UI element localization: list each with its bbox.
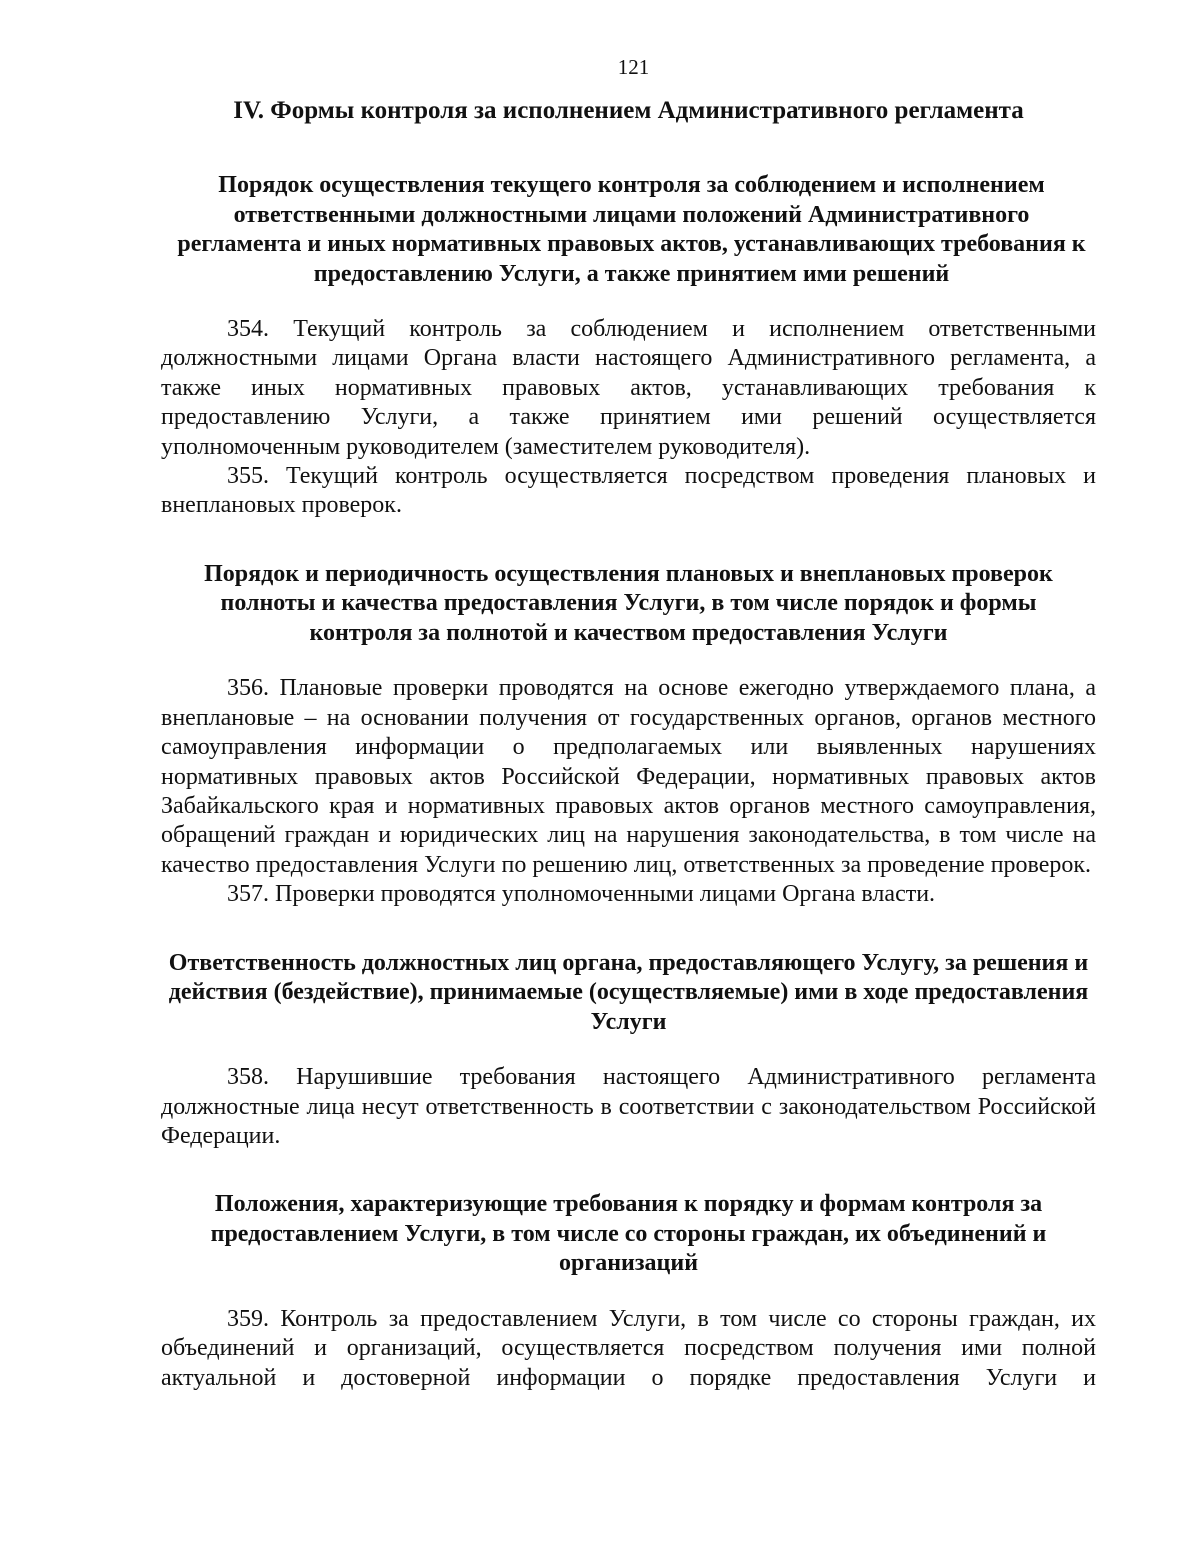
paragraph-358: 358. Нарушившие требования настоящего Административного регламента должностные лица несут ответственность в соответствии с законодательством Российской Федерации.: [161, 1064, 1096, 1149]
section-title: IV. Формы контроля за исполнением Административного регламента: [233, 97, 1024, 124]
paragraph-356: 356. Плановые проверки проводятся на основе ежегодно утверждаемого плана, а внеплановые – на основании получения от государственных органов, органов местного самоуправления информации о предполагаемых или выявленных нарушениях нормативных правовых актов Российской Федерации, нормативных правовых актов Забайкальского края и нормативных правовых актов органов местного самоуправления, обращений граждан и юридических лиц на нарушения законодательства, в том числе на качество предоставления Услуги по решению лиц, ответственных за проведение проверок.: [161, 675, 1096, 878]
block-heading-citizen-control: Положения, характеризующие требования к порядку и формам контроля за предоставлением Услуги, в том числе со стороны граждан, их объединений и организаций: [210, 1191, 1047, 1277]
paragraph-357: 357. Проверки проводятся уполномоченными лицами Органа власти.: [227, 881, 936, 908]
page-number: 121: [617, 55, 650, 79]
block-heading-responsibility: Ответственность должностных лиц органа, предоставляющего Услугу, за решения и действия (бездействие), принимаемые (осуществляемые) ими в ходе предоставления Услуги: [168, 949, 1089, 1035]
paragraph-359: 359. Контроль за предоставлением Услуги, в том числе со стороны граждан, их объединений и организаций, осуществляется посредством получения ими полной актуальной и достоверной информации о порядке предоставления Услуги и: [161, 1305, 1096, 1391]
paragraph-354: 354. Текущий контроль за соблюдением и исполнением ответственными должностными лицами Органа власти настоящего Административного регламента, а также иных нормативных правовых актов, устанавливающих требования к предоставлению Услуги, а также принятием ими решений осуществляется уполномоченным руководителем (заместителем руководителя).: [161, 316, 1096, 460]
block-heading-current-control: Порядок осуществления текущего контроля за соблюдением и исполнением ответственными должностными лицами положений Административного регламента и иных нормативных правовых актов, устанавливающих требования к предоставлению Услуги, а также принятием ими решений: [177, 172, 1086, 287]
block-heading-inspections: Порядок и периодичность осуществления плановых и внеплановых проверок полноты и качества предоставления Услуги, в том числе порядок и формы контроля за полнотой и качеством предоставления Услуги: [204, 560, 1053, 646]
paragraph-355: 355. Текущий контроль осуществляется посредством проведения плановых и внеплановых проверок.: [161, 463, 1096, 519]
